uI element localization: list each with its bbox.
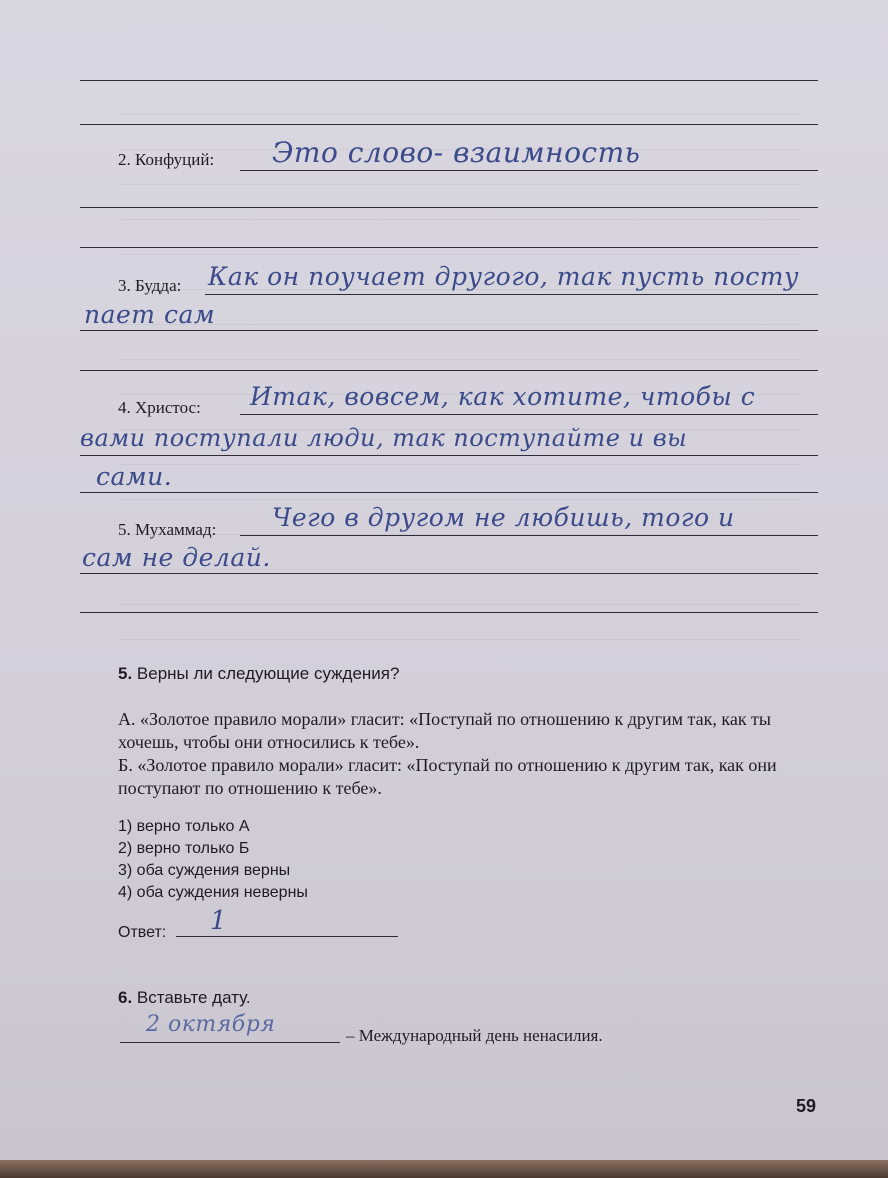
handwriting-muhammad-line2: сам не делай. xyxy=(82,543,271,572)
task5-heading xyxy=(118,664,399,684)
task6-suffix: – Международный день ненасилия. xyxy=(346,1026,603,1045)
writing-line xyxy=(80,207,818,208)
task5-title: Верны ли следующие суждения? xyxy=(136,664,400,683)
writing-line xyxy=(80,492,818,493)
answer-label-muhammad: 5. Мухаммад: xyxy=(118,520,217,539)
handwriting-buddha-line1: Как он поучает другого, так пусть посту xyxy=(208,262,799,291)
writing-line xyxy=(80,80,818,81)
answer-handwritten-value: 1 xyxy=(210,906,228,936)
answer-label-christ: 4. Христос: xyxy=(118,398,201,417)
statement-a xyxy=(118,708,818,754)
writing-line xyxy=(240,170,818,171)
writing-line xyxy=(80,612,818,613)
writing-line xyxy=(80,573,818,574)
writing-line xyxy=(80,247,818,248)
writing-line xyxy=(80,455,818,456)
handwriting-muhammad-line1: Чего в другом не любишь, того и xyxy=(272,503,735,532)
statement-a-text: «Золотое правило морали» гласит: «Поступай по отношению к другим так, как ты хочешь, чтобы они относились к тебе». xyxy=(118,709,772,752)
writing-line xyxy=(240,535,818,536)
handwriting-christ-line3: сами. xyxy=(96,462,173,491)
statement-b-text: «Золотое правило морали» гласит: «Поступай по отношению к другим так, как они поступают по отношению к тебе». xyxy=(118,755,777,798)
statement-b xyxy=(118,754,818,800)
date-handwritten-value: 2 октября xyxy=(146,1012,276,1037)
task5-number: 5. xyxy=(118,664,133,683)
answer-label: Ответ: xyxy=(118,924,167,941)
option-1: 1) верно только А xyxy=(118,818,250,835)
handwriting-buddha-line2: пает сам xyxy=(84,300,216,329)
task6-title: Вставьте дату. xyxy=(136,988,251,1007)
option-2: 2) верно только Б xyxy=(118,840,250,857)
page-number: 59 xyxy=(796,1096,817,1116)
date-field-line xyxy=(120,1042,340,1043)
writing-line xyxy=(240,414,818,415)
answer-label-confucius: 2. Конфуций: xyxy=(118,150,215,169)
task6-heading xyxy=(118,988,251,1008)
handwriting-confucius: Это слово- взаимность xyxy=(272,136,641,169)
option-3: 3) оба суждения верны xyxy=(118,862,291,879)
answer-field-line xyxy=(176,936,398,937)
task6-number: 6. xyxy=(118,988,133,1007)
handwriting-christ-line1: Итак, вовсем, как хотите, чтобы с xyxy=(250,382,756,411)
table-surface xyxy=(0,1160,888,1178)
handwriting-christ-line2: вами поступали люди, так поступайте и вы xyxy=(80,424,688,452)
option-4: 4) оба суждения неверны xyxy=(118,884,308,901)
writing-line xyxy=(80,370,818,371)
writing-line xyxy=(80,124,818,125)
statement-b-letter: Б. xyxy=(118,755,133,775)
writing-line xyxy=(80,330,818,331)
statement-a-letter: А. xyxy=(118,709,136,729)
answer-label-buddha: 3. Будда: xyxy=(118,276,182,295)
writing-line xyxy=(205,294,818,295)
